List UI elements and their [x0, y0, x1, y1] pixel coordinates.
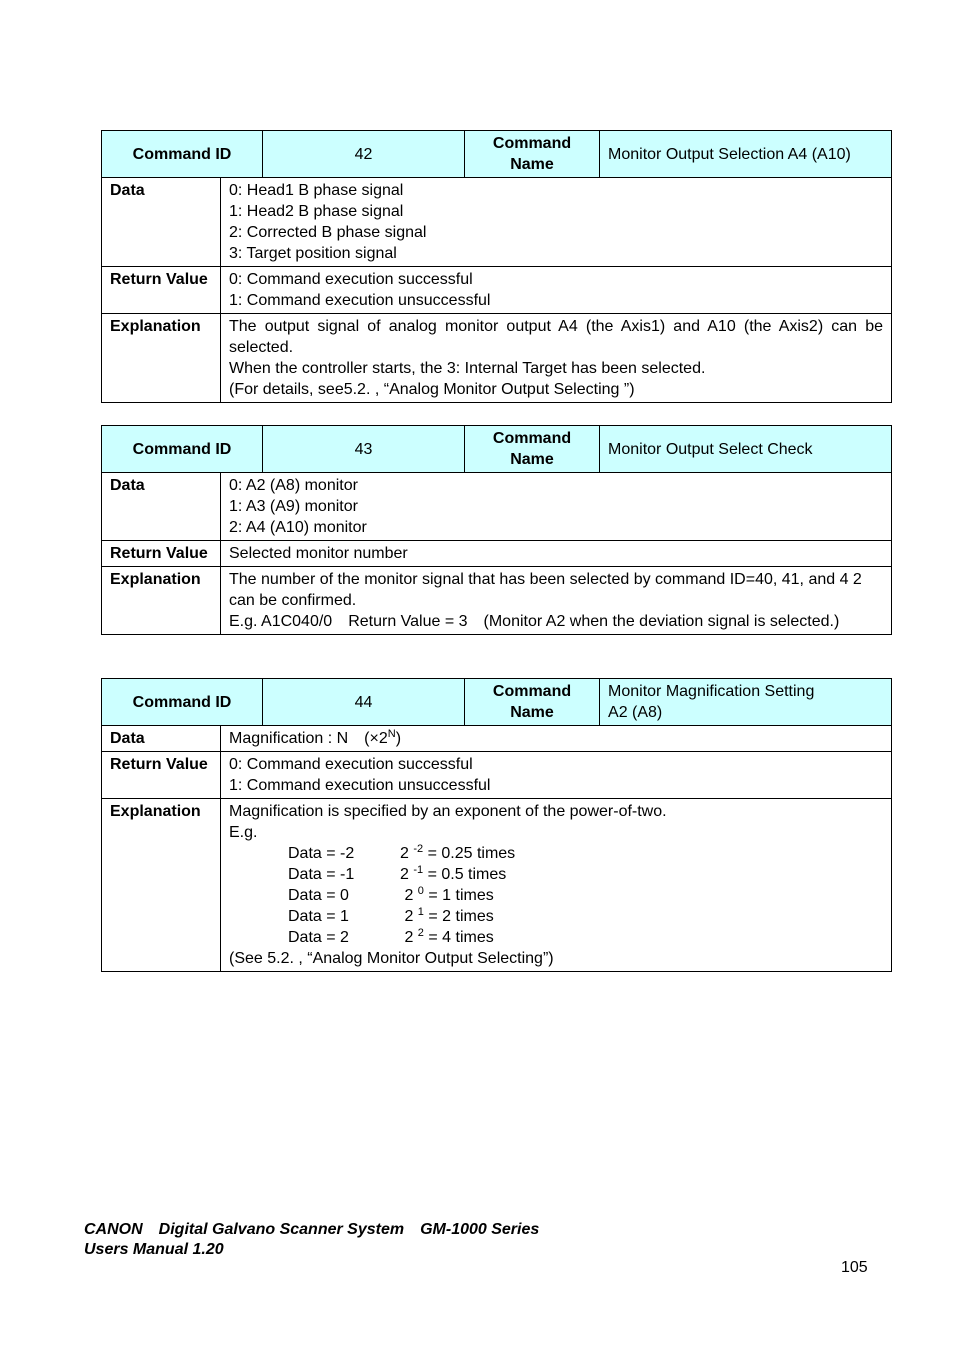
example-data: Data = -1 — [288, 866, 355, 883]
example-row — [229, 927, 883, 948]
command-name-line: Monitor Magnification Setting — [608, 683, 815, 700]
explanation-row — [102, 314, 892, 403]
example-base: 2 — [400, 845, 414, 862]
explanation-value — [221, 314, 892, 403]
example-row — [229, 906, 883, 927]
data-value — [221, 726, 892, 752]
example-exponent: 2 — [417, 927, 424, 939]
command-name-value — [600, 679, 892, 726]
explanation-line: Magnification is specified by an exponent of the power-of-two. — [229, 803, 667, 820]
explanation-label: Explanation — [102, 314, 221, 403]
magnification-exponent: N — [387, 728, 396, 740]
example-result: = 0.5 times — [423, 866, 507, 883]
command-id-label: Command ID — [102, 131, 263, 178]
explanation-line: The number of the monitor signal that has been selected by command ID=40, 41, and 4 2 can be confirmed. — [229, 571, 862, 609]
explanation-line: The output signal of analog monitor output A4 (the Axis1) and A10 (the Axis2) can be selected. — [229, 318, 884, 356]
data-line: 1: A3 (A9) monitor — [229, 498, 358, 515]
data-label: Data — [102, 726, 221, 752]
example-exponent: -2 — [413, 843, 424, 855]
explanation-value — [221, 799, 892, 972]
example-exponent: 1 — [417, 906, 424, 918]
data-row — [102, 473, 892, 541]
page-number: 105 — [841, 1259, 868, 1276]
data-value — [221, 178, 892, 267]
explanation-line: E.g. A1C040/0 Return Value = 3 (Monitor A2 when the deviation signal is selected.) — [229, 613, 840, 630]
footer-manual-line: Users Manual 1.20 — [84, 1241, 224, 1258]
command-id-value: 42 — [263, 131, 465, 178]
explanation-row — [102, 799, 892, 972]
data-value — [221, 473, 892, 541]
data-line: 3: Target position signal — [229, 245, 397, 262]
example-data: Data = 0 — [288, 887, 349, 904]
return-value-row — [102, 541, 892, 567]
explanation-line: E.g. — [229, 824, 258, 841]
return-line: 1: Command execution unsuccessful — [229, 777, 491, 794]
example-result: = 0.25 times — [423, 845, 516, 862]
data-line: 0: A2 (A8) monitor — [229, 477, 358, 494]
command-header-row — [102, 426, 892, 473]
return-value — [221, 541, 892, 567]
data-line: 0: Head1 B phase signal — [229, 182, 404, 199]
data-line: 2: A4 (A10) monitor — [229, 519, 367, 536]
example-exponent: 0 — [417, 885, 424, 897]
command-id-label: Command ID — [102, 679, 263, 726]
explanation-line: (For details, see5.2. , “Analog Monitor Output Selecting ”) — [229, 381, 635, 398]
data-row — [102, 726, 892, 752]
example-base: 2 — [400, 908, 418, 925]
example-result: = 1 times — [423, 887, 494, 904]
data-line: 1: Head2 B phase signal — [229, 203, 404, 220]
return-value — [221, 752, 892, 799]
data-line: 2: Corrected B phase signal — [229, 224, 427, 241]
return-value-label: Return Value — [102, 541, 221, 567]
footer-product-line: CANON Digital Galvano Scanner System GM-1000 Series — [84, 1221, 540, 1238]
return-value-label: Return Value — [102, 752, 221, 799]
magnification-text: Magnification : N (×2 — [229, 730, 388, 747]
example-data: Data = 1 — [288, 908, 349, 925]
return-value-row — [102, 267, 892, 314]
explanation-line: (See 5.2. , “Analog Monitor Output Selecting”) — [229, 950, 554, 967]
command-id-label: Command ID — [102, 426, 263, 473]
example-row — [229, 885, 883, 906]
example-base: 2 — [400, 887, 418, 904]
data-label: Data — [102, 473, 221, 541]
command-name-value: Monitor Output Selection A4 (A10) — [600, 131, 892, 178]
return-line: Selected monitor number — [229, 545, 408, 562]
command-header-row — [102, 679, 892, 726]
return-line: 0: Command execution successful — [229, 271, 473, 288]
example-exponent: -1 — [413, 864, 424, 876]
command-id-value: 44 — [263, 679, 465, 726]
command-name-value: Monitor Output Select Check — [600, 426, 892, 473]
example-result: = 4 times — [423, 929, 494, 946]
example-base: 2 — [400, 866, 414, 883]
return-value — [221, 267, 892, 314]
example-row — [229, 843, 883, 864]
command-table-43 — [101, 425, 892, 635]
explanation-row — [102, 567, 892, 635]
explanation-line: When the controller starts, the 3: Internal Target has been selected. — [229, 360, 706, 377]
explanation-label: Explanation — [102, 567, 221, 635]
example-data: Data = -2 — [288, 845, 355, 862]
command-name-label: Command Name — [465, 426, 600, 473]
return-value-row — [102, 752, 892, 799]
data-label: Data — [102, 178, 221, 267]
command-name-label: Command Name — [465, 131, 600, 178]
explanation-label: Explanation — [102, 799, 221, 972]
page-footer — [84, 1220, 539, 1260]
data-row — [102, 178, 892, 267]
explanation-value — [221, 567, 892, 635]
command-header-row — [102, 131, 892, 178]
example-result: = 2 times — [423, 908, 494, 925]
example-row — [229, 864, 883, 885]
example-base: 2 — [400, 929, 418, 946]
magnification-close: ) — [395, 730, 402, 747]
command-name-label: Command Name — [465, 679, 600, 726]
return-line: 1: Command execution unsuccessful — [229, 292, 491, 309]
return-line: 0: Command execution successful — [229, 756, 473, 773]
return-value-label: Return Value — [102, 267, 221, 314]
command-table-42 — [101, 130, 892, 403]
command-table-44 — [101, 678, 892, 972]
example-data: Data = 2 — [288, 929, 349, 946]
command-name-line: A2 (A8) — [608, 704, 663, 721]
command-id-value: 43 — [263, 426, 465, 473]
